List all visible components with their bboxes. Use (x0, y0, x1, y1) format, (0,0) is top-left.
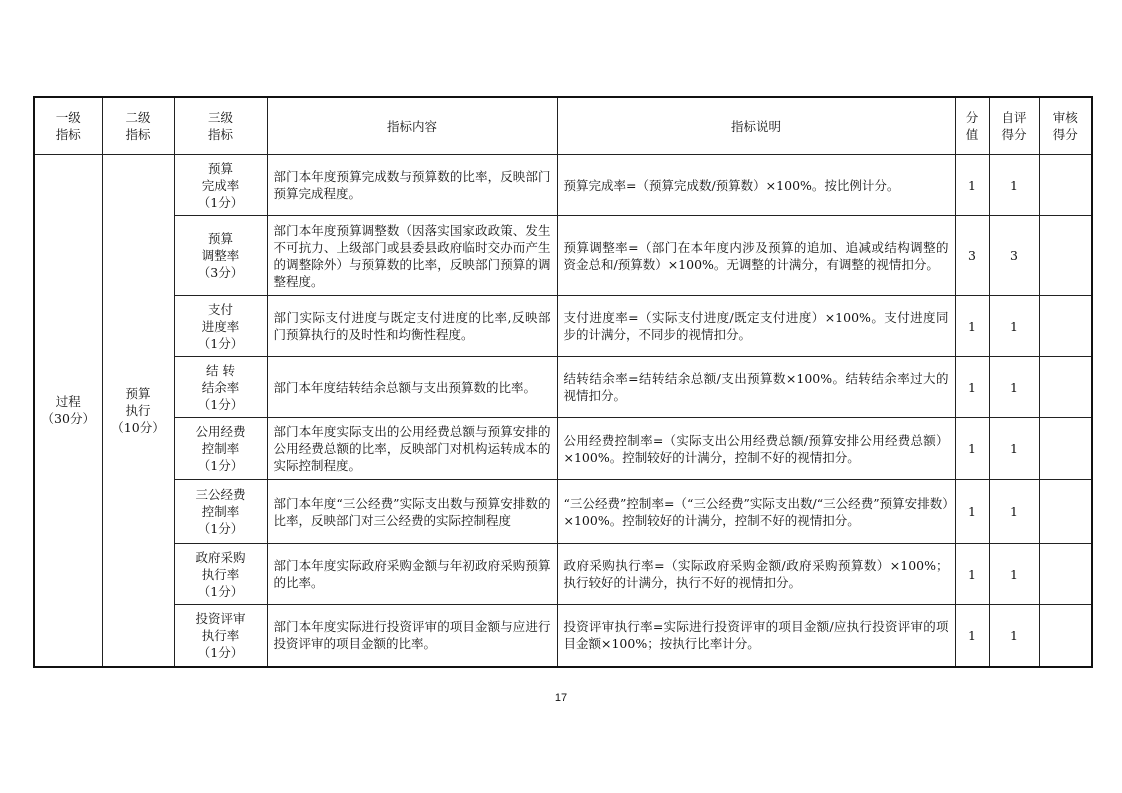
audit-score-cell (1039, 544, 1092, 605)
audit-score-cell (1039, 216, 1092, 296)
content-cell: 部门本年度预算调整数（因落实国家政政策、发生不可抗力、上级部门或县委县政府临时交办而产生的调整除外）与预算数的比率，反映部门预算的调整程度。 (267, 216, 557, 296)
table-row (34, 155, 1092, 216)
audit-score-cell (1039, 155, 1092, 216)
evaluation-table (33, 96, 1093, 668)
header-level1: 一级 指标 (34, 97, 102, 155)
score-cell: 1 (955, 296, 989, 357)
self-score-cell: 1 (989, 155, 1039, 216)
table-header-row (34, 97, 1092, 155)
level3-cell: 结 转 结余率 （1分） (174, 357, 267, 418)
table-row (34, 480, 1092, 544)
explain-cell: 投资评审执行率=实际进行投资评审的项目金额/应执行投资评审的项目金额×100%；按执行比率计分。 (557, 605, 955, 667)
score-cell: 1 (955, 155, 989, 216)
score-cell: 1 (955, 418, 989, 480)
table-row (34, 216, 1092, 296)
self-score-cell: 1 (989, 605, 1039, 667)
self-score-cell: 3 (989, 216, 1039, 296)
header-score: 分 值 (955, 97, 989, 155)
audit-score-cell (1039, 480, 1092, 544)
audit-score-cell (1039, 296, 1092, 357)
explain-cell: 支付进度率=（实际支付进度/既定支付进度）×100%。支付进度同步的计满分，不同步的视情扣分。 (557, 296, 955, 357)
header-level2: 二级 指标 (102, 97, 174, 155)
explain-cell: 预算完成率=（预算完成数/预算数）×100%。按比例计分。 (557, 155, 955, 216)
level3-cell: 支付 进度率 （1分） (174, 296, 267, 357)
level3-cell: 投资评审 执行率 （1分） (174, 605, 267, 667)
score-cell: 1 (955, 544, 989, 605)
table-row (34, 544, 1092, 605)
self-score-cell: 1 (989, 357, 1039, 418)
self-score-cell: 1 (989, 544, 1039, 605)
level3-cell: 三公经费 控制率 （1分） (174, 480, 267, 544)
content-cell: 部门实际支付进度与既定支付进度的比率,反映部门预算执行的及时性和均衡性程度。 (267, 296, 557, 357)
self-score-cell: 1 (989, 296, 1039, 357)
explain-cell: 政府采购执行率=（实际政府采购金额/政府采购预算数）×100%；执行较好的计满分，执行不好的视情扣分。 (557, 544, 955, 605)
header-audit-score: 审核 得分 (1039, 97, 1092, 155)
header-level3: 三级 指标 (174, 97, 267, 155)
header-self-score: 自评 得分 (989, 97, 1039, 155)
audit-score-cell (1039, 357, 1092, 418)
table-row (34, 418, 1092, 480)
table-row (34, 605, 1092, 667)
level2-cell: 预算 执行 （10分） (102, 155, 174, 667)
explain-cell: 结转结余率=结转结余总额/支出预算数×100%。结转结余率过大的视情扣分。 (557, 357, 955, 418)
score-cell: 1 (955, 605, 989, 667)
score-cell: 1 (955, 357, 989, 418)
self-score-cell: 1 (989, 480, 1039, 544)
level3-cell: 政府采购 执行率 （1分） (174, 544, 267, 605)
explain-cell: 预算调整率=（部门在本年度内涉及预算的追加、追减或结构调整的资金总和/预算数）×100%。无调整的计满分，有调整的视情扣分。 (557, 216, 955, 296)
self-score-cell: 1 (989, 418, 1039, 480)
content-cell: 部门本年度预算完成数与预算数的比率，反映部门预算完成程度。 (267, 155, 557, 216)
table-row (34, 296, 1092, 357)
content-cell: 部门本年度实际政府采购金额与年初政府采购预算的比率。 (267, 544, 557, 605)
level3-cell: 预算 完成率 （1分） (174, 155, 267, 216)
audit-score-cell (1039, 418, 1092, 480)
page-number: 17 (554, 692, 568, 704)
content-cell: 部门本年度“三公经费”实际支出数与预算安排数的比率，反映部门对三公经费的实际控制程度 (267, 480, 557, 544)
audit-score-cell (1039, 605, 1092, 667)
table-row (34, 357, 1092, 418)
level3-cell: 预算 调整率 （3分） (174, 216, 267, 296)
score-cell: 3 (955, 216, 989, 296)
content-cell: 部门本年度实际进行投资评审的项目金额与应进行投资评审的项目金额的比率。 (267, 605, 557, 667)
content-cell: 部门本年度结转结余总额与支出预算数的比率。 (267, 357, 557, 418)
header-content: 指标内容 (267, 97, 557, 155)
score-cell: 1 (955, 480, 989, 544)
content-cell: 部门本年度实际支出的公用经费总额与预算安排的公用经费总额的比率，反映部门对机构运转成本的实际控制程度。 (267, 418, 557, 480)
explain-cell: “三公经费”控制率=（“三公经费”实际支出数/“三公经费”预算安排数）×100%。控制较好的计满分，控制不好的视情扣分。 (557, 480, 955, 544)
header-explain: 指标说明 (557, 97, 955, 155)
level3-cell: 公用经费 控制率 （1分） (174, 418, 267, 480)
level1-cell: 过程 （30分） (34, 155, 102, 667)
explain-cell: 公用经费控制率=（实际支出公用经费总额/预算安排公用经费总额）×100%。控制较好的计满分，控制不好的视情扣分。 (557, 418, 955, 480)
